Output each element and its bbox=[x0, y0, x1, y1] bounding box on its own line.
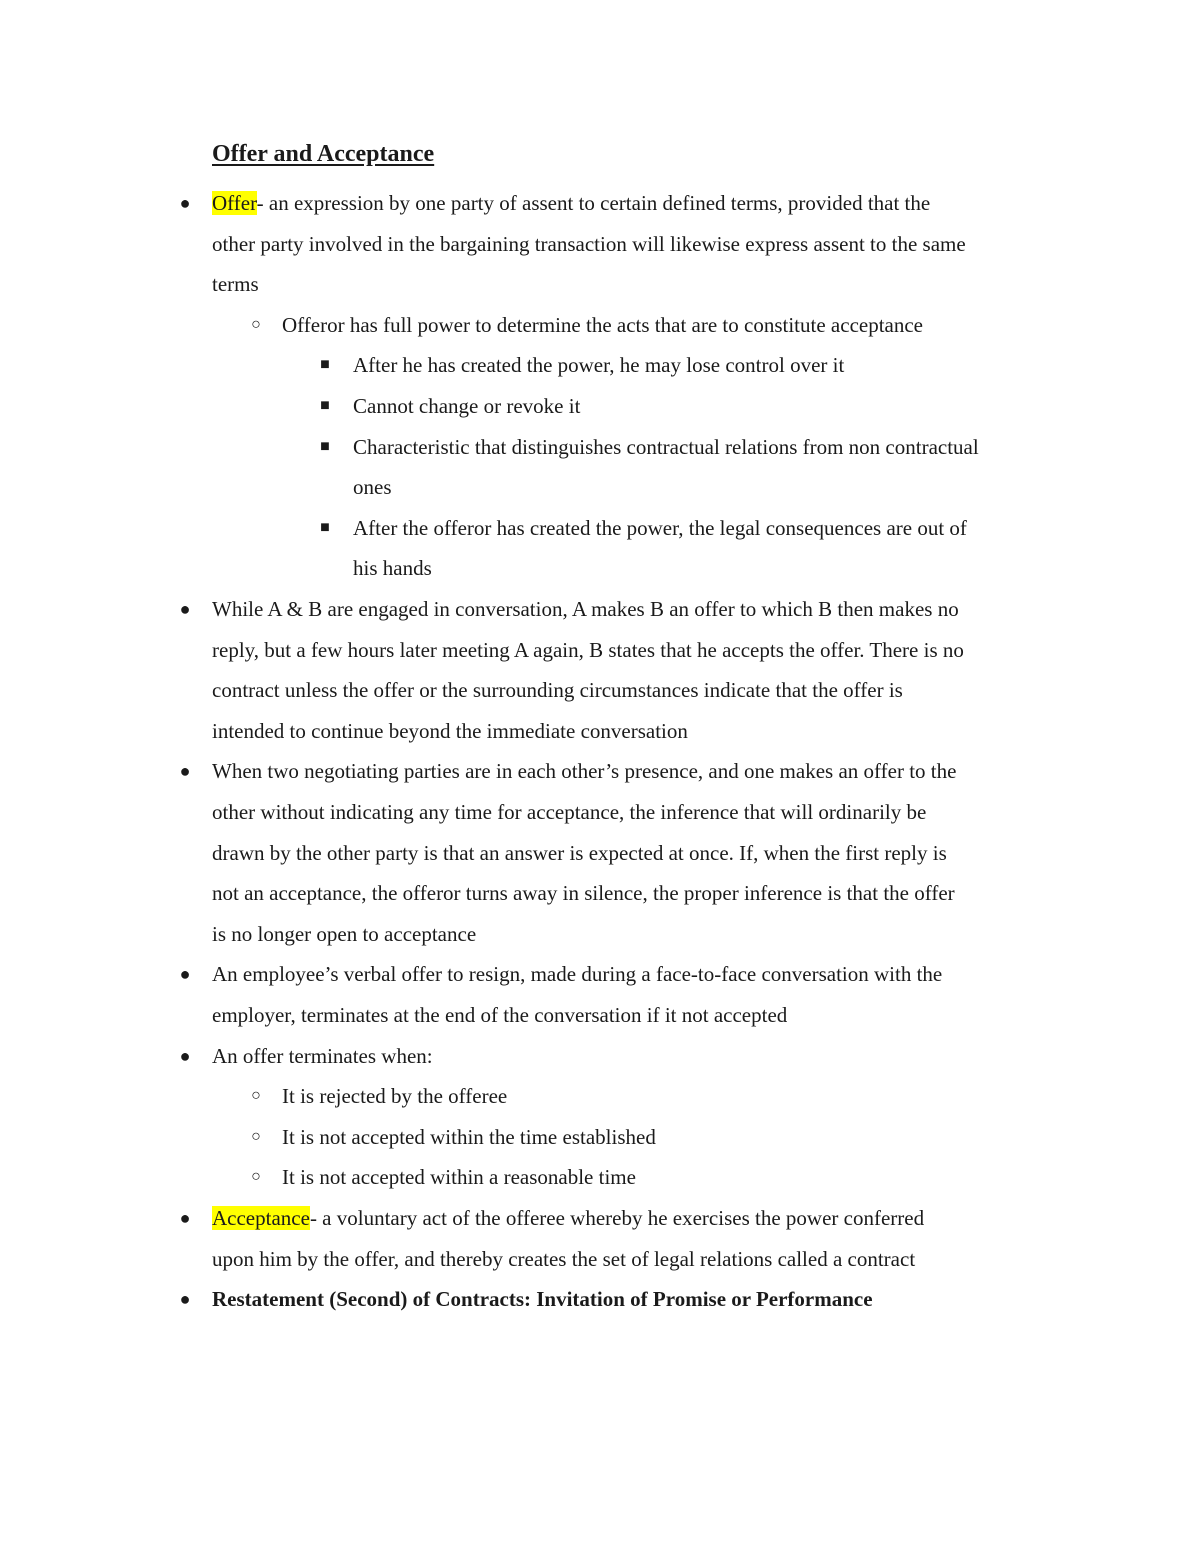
circle-bullet-icon: ○ bbox=[251, 1127, 261, 1145]
list-item-restatement: Restatement (Second) of Contracts: Invitation of Promise or Performance bbox=[212, 1287, 873, 1312]
sub-list-item: It is not accepted within a reasonable time bbox=[282, 1165, 636, 1190]
line-text: ones bbox=[353, 475, 392, 500]
square-bullet-icon: ■ bbox=[320, 397, 330, 414]
list-item-acceptance bbox=[212, 1198, 924, 1239]
line-text: employer, terminates at the end of the conversation if it not accepted bbox=[212, 1003, 788, 1027]
bullet-icon: ● bbox=[179, 1045, 191, 1066]
circle-bullet-icon: ○ bbox=[251, 1168, 261, 1186]
line-text: - a voluntary act of the offeree whereby he exercises the power conferred bbox=[309, 1206, 925, 1230]
sub-sub-list-item: Characteristic that distinguishes contractual relations from non contractual bbox=[353, 434, 979, 459]
list-item: An employee’s verbal offer to resign, made during a face-to-face conversation with the bbox=[212, 962, 943, 987]
list-item-offer bbox=[212, 183, 930, 224]
bullet-icon: ● bbox=[179, 1289, 191, 1310]
circle-bullet-icon: ○ bbox=[251, 1087, 261, 1105]
sub-sub-list-item: After the offeror has created the power, the legal consequences are out of bbox=[353, 515, 967, 540]
line-text: upon him by the offer, and thereby creates the set of legal relations called a contract bbox=[212, 1246, 916, 1271]
line-text: not an acceptance, the offeror turns away in silence, the proper inference is that the offer bbox=[212, 881, 955, 906]
line-text: his hands bbox=[353, 556, 432, 581]
bullet-icon: ● bbox=[179, 599, 191, 619]
list-item: An offer terminates when: bbox=[212, 1043, 433, 1068]
highlighted-term: Offer bbox=[212, 191, 257, 215]
bullet-icon: ● bbox=[179, 761, 191, 782]
list-item: When two negotiating parties are in each other’s presence, and one makes an offer to the bbox=[212, 759, 957, 784]
sub-list-item: It is rejected by the offeree bbox=[282, 1084, 508, 1109]
line-text: intended to continue beyond the immediate conversation bbox=[212, 718, 688, 743]
square-bullet-icon: ■ bbox=[320, 437, 330, 455]
square-bullet-icon: ■ bbox=[320, 356, 330, 374]
list-item: While A & B are engaged in conversation, A makes B an offer to which B then makes no bbox=[212, 597, 959, 621]
page-title: Offer and Acceptance bbox=[212, 141, 435, 167]
line-text: reply, but a few hours later meeting A again, B states that he accepts the offer. There is no bbox=[212, 637, 964, 662]
bullet-icon: ● bbox=[179, 964, 191, 985]
line-text: other party involved in the bargaining transaction will likewise express assent to the same bbox=[212, 231, 966, 256]
line-text: is no longer open to acceptance bbox=[212, 921, 477, 946]
sub-sub-list-item: Cannot change or revoke it bbox=[353, 394, 581, 418]
circle-bullet-icon: ○ bbox=[251, 315, 261, 333]
bullet-icon: ● bbox=[179, 193, 191, 213]
line-text: drawn by the other party is that an answer is expected at once. If, when the first reply is bbox=[212, 840, 947, 865]
square-bullet-icon: ■ bbox=[320, 518, 330, 536]
line-text: terms bbox=[212, 272, 259, 297]
line-text: contract unless the offer or the surrounding circumstances indicate that the offer is bbox=[212, 678, 903, 703]
line-text: other without indicating any time for acceptance, the inference that will ordinarily be bbox=[212, 800, 927, 824]
line-text: - an expression by one party of assent to certain defined terms, provided that the bbox=[256, 191, 931, 215]
sub-list-item: Offeror has full power to determine the acts that are to constitute acceptance bbox=[282, 312, 924, 337]
sub-sub-list-item: After he has created the power, he may lose control over it bbox=[353, 353, 845, 378]
sub-list-item: It is not accepted within the time established bbox=[282, 1124, 656, 1149]
bullet-icon: ● bbox=[179, 1208, 191, 1228]
highlighted-term: Acceptance bbox=[212, 1206, 310, 1230]
